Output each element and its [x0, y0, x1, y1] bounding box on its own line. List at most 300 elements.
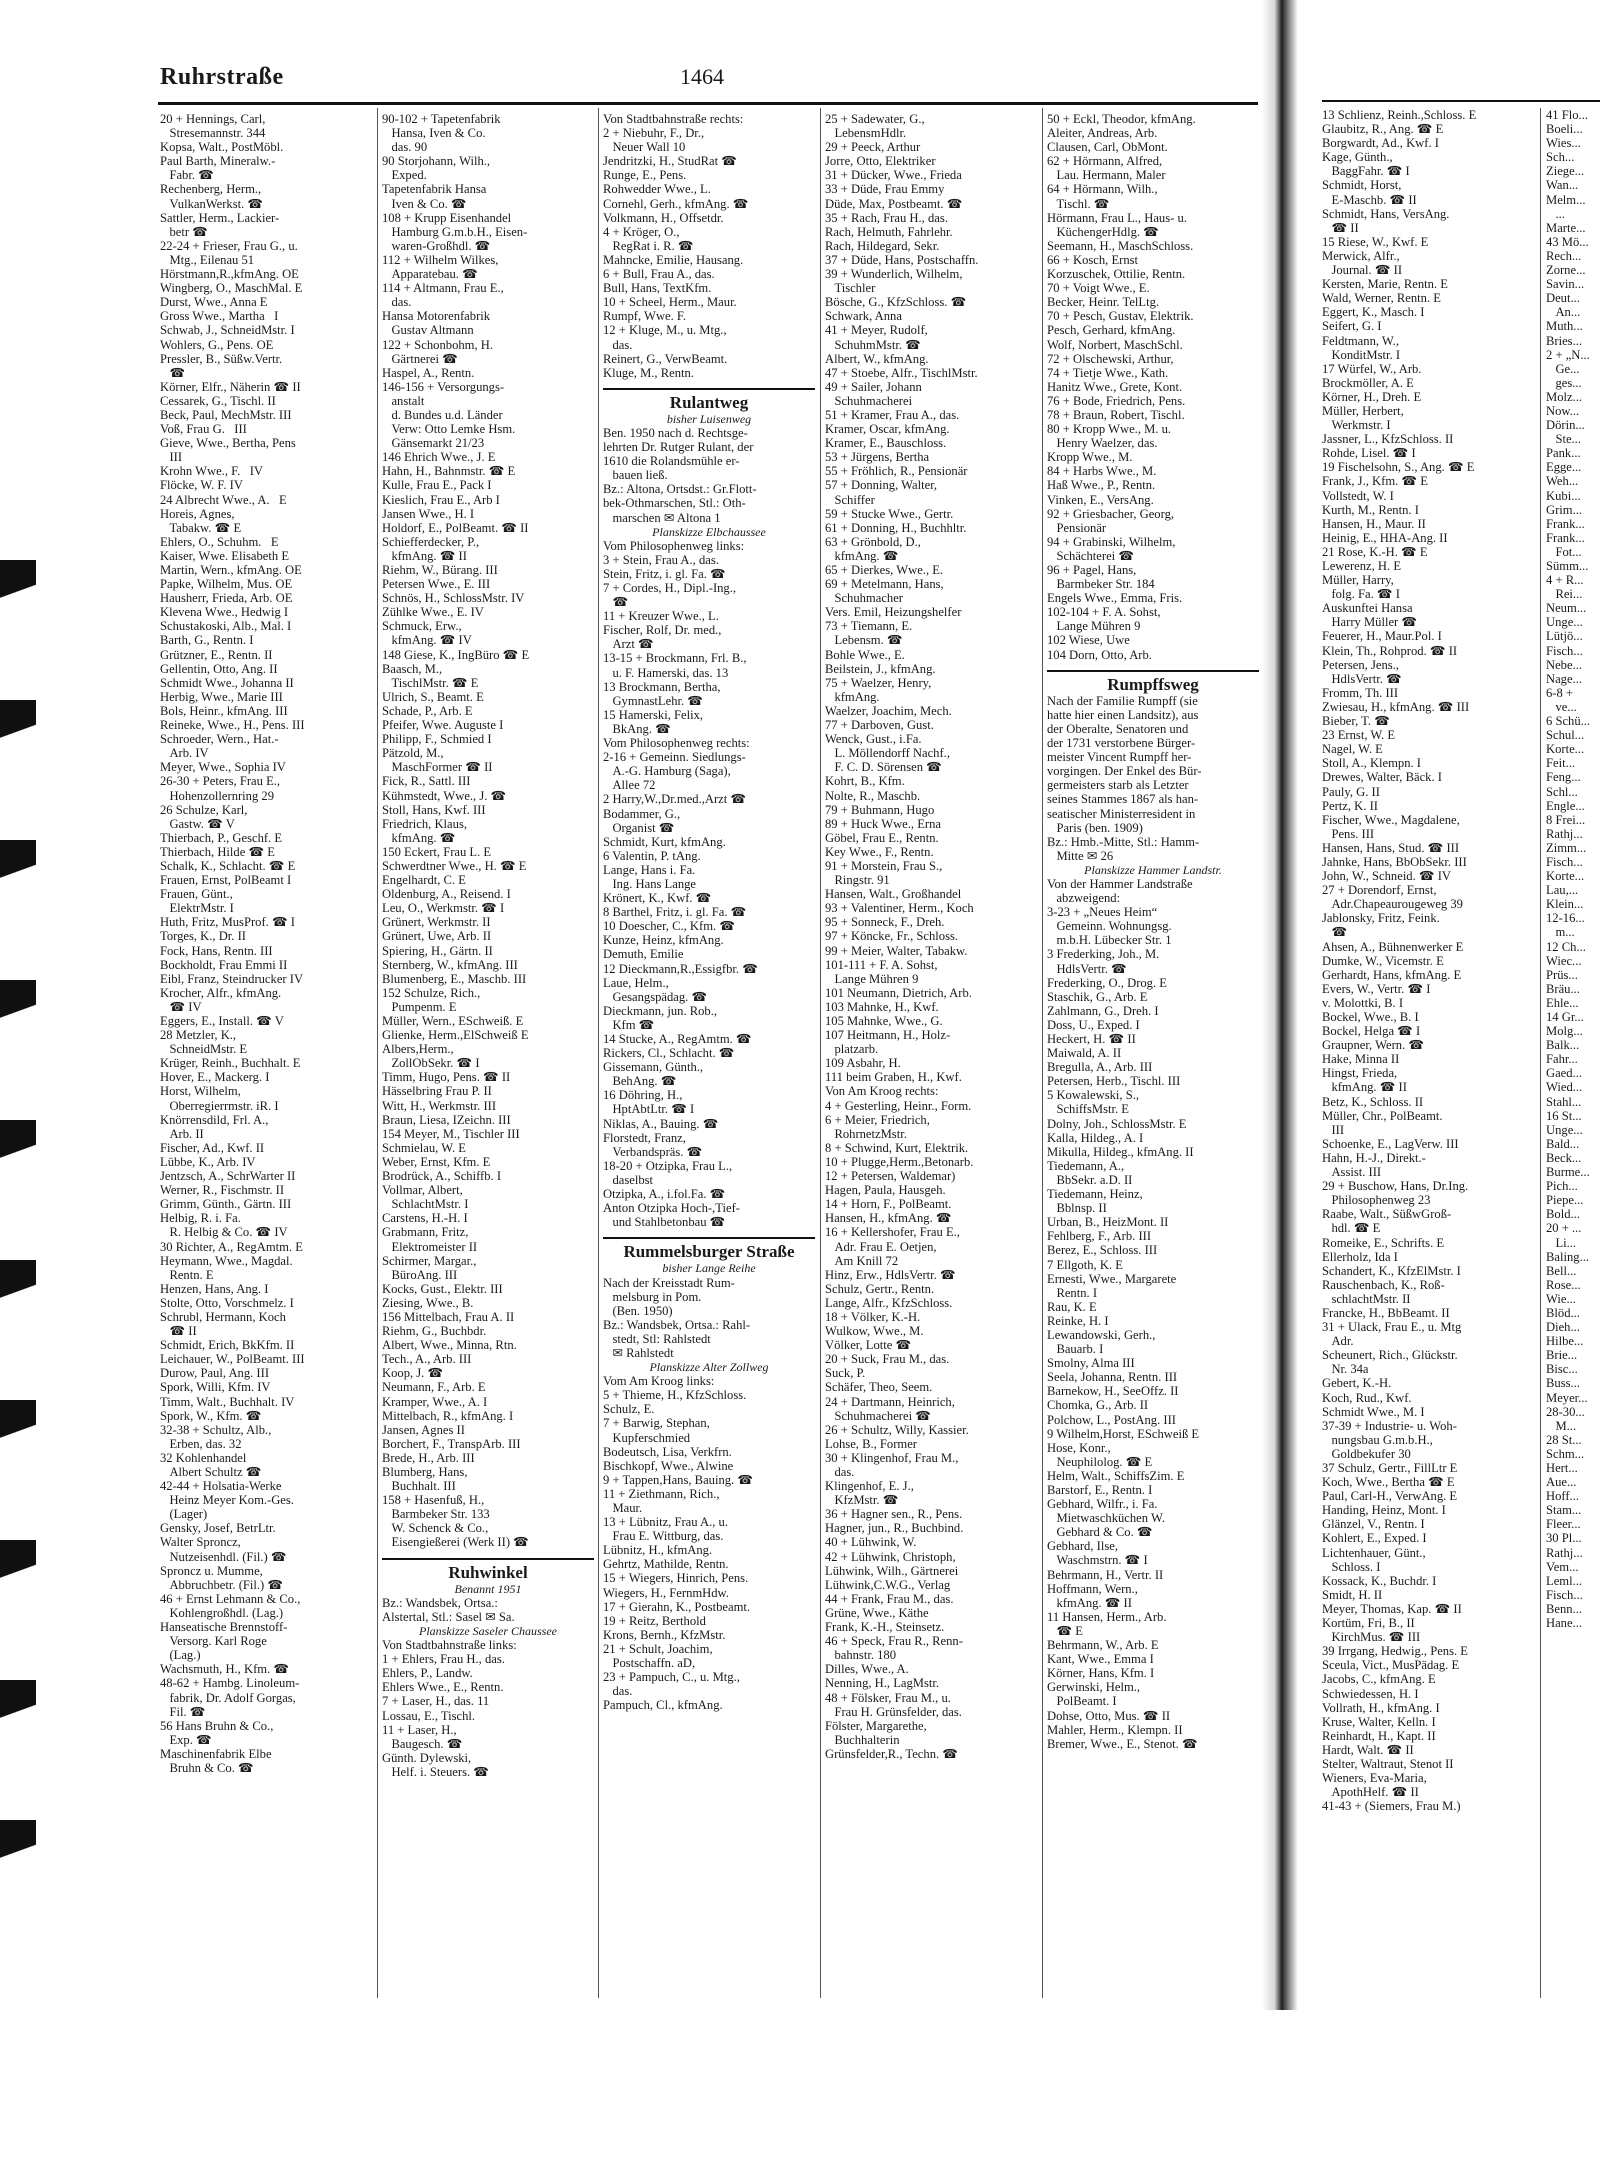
directory-entry: Krocher, Alfr., kfmAng. — [160, 985, 282, 1000]
directory-entry: Heymann, Wwe., Magdal. — [160, 1253, 293, 1268]
directory-entry: 30 Pl... — [1546, 1531, 1582, 1546]
directory-entry: Stoll, Hans, Kwf. III — [382, 802, 486, 817]
directory-entry: 55 + Fröhlich, R., Pensionär — [825, 464, 968, 479]
directory-entry: Bodammer, G., — [603, 806, 681, 821]
street-note: Planskizze Hammer Landstr. — [1084, 862, 1222, 877]
directory-entry: Anton Otzipka Hoch-,Tief- — [603, 1201, 740, 1216]
directory-entry: RegRat i. R. ☎ — [603, 238, 694, 253]
directory-entry: Neumann, F., Arb. E — [382, 1380, 486, 1395]
directory-entry: Chomka, G., Arb. II — [1047, 1398, 1149, 1413]
directory-entry: KfzMstr. ☎ — [825, 1493, 899, 1508]
directory-entry: Mittelbach, R., kfmAng. I — [382, 1408, 514, 1423]
directory-entry: Li... — [1546, 1235, 1577, 1250]
directory-entry: 122 + Schonbohm, H. — [382, 337, 494, 352]
directory-entry: Grünsfelder,R., Techn. ☎ — [825, 1746, 958, 1761]
binding-mark — [0, 1820, 36, 1890]
directory-entry: Vollmar, Albert, — [382, 1183, 463, 1198]
directory-entry: Oldenburg, A., Reisend. I — [382, 887, 511, 902]
directory-entry: Dilles, Wwe., A. — [825, 1662, 909, 1677]
directory-entry: 6 + Meier, Friedrich, — [825, 1112, 930, 1127]
directory-entry: Hansen, Walt., Großhandel — [825, 887, 962, 902]
directory-entry: Reinhardt, H., Kapt. II — [1322, 1728, 1436, 1743]
directory-entry: Grünert, Werkmstr. II — [382, 915, 491, 930]
directory-entry: das. — [603, 337, 633, 352]
directory-entry: 24 Albrecht Wwe., A. E — [160, 492, 287, 507]
directory-entry: Brie... — [1546, 1348, 1578, 1363]
directory-entry: Von Stadtbahnstraße rechts: — [603, 112, 744, 126]
directory-entry: ☎ — [160, 365, 186, 380]
directory-entry: Helf. i. Steuers. ☎ — [382, 1764, 489, 1779]
directory-entry: Maschinenfabrik Elbe — [160, 1746, 272, 1761]
directory-entry: Knörrensdild, Frl. A., — [160, 1112, 269, 1127]
directory-entry: Handing, Heinz, Mont. I — [1322, 1503, 1446, 1518]
directory-entry: Rathj... — [1546, 1545, 1583, 1560]
street-note: bisher Lange Reihe — [662, 1261, 756, 1276]
directory-entry: Benn... — [1546, 1601, 1583, 1616]
street-heading: Rumpffsweg — [1047, 670, 1259, 692]
directory-entry: Smidt, H. II — [1322, 1587, 1383, 1602]
directory-entry: 61 + Donning, H., Buchhltr. — [825, 520, 967, 535]
directory-entry: ☎ E — [1047, 1623, 1083, 1638]
column-divider — [377, 108, 378, 1998]
directory-entry: Auskunftei Hansa — [1322, 601, 1413, 616]
directory-entry: Weber, Ernst, Kfm. E — [382, 1154, 491, 1169]
directory-entry: Frauen, Günt., — [160, 887, 233, 902]
directory-entry: 114 + Altmann, Frau E., — [382, 281, 504, 296]
directory-entry: W. Schenck & Co., — [382, 1521, 489, 1536]
directory-entry: Schulz, E. — [603, 1402, 655, 1417]
directory-entry: Meyer... — [1546, 1390, 1588, 1405]
directory-entry: 30 + Klingenhof, Frau M., — [825, 1450, 959, 1465]
directory-entry: 1 + Ehlers, Frau H., das. — [382, 1652, 505, 1667]
directory-entry: ApothHelf. ☎ II — [1322, 1785, 1419, 1800]
directory-entry: Hanitz Wwe., Grete, Kont. — [1047, 379, 1183, 394]
directory-entry: Egge... — [1546, 460, 1582, 475]
directory-entry: Laue, Helm., — [603, 975, 669, 990]
directory-entry: 46 + Speck, Frau R., Renn- — [825, 1634, 963, 1649]
directory-entry: BüroAng. III — [382, 1267, 458, 1282]
directory-entry: der Oberalte, Senatoren und — [1047, 721, 1189, 736]
directory-entry: Piepe... — [1546, 1193, 1584, 1208]
directory-entry: Jacobs, C., kfmAng. E — [1322, 1672, 1436, 1687]
directory-entry: Unge... — [1546, 1122, 1583, 1137]
directory-entry: Frau E. Wittburg, das. — [603, 1529, 724, 1544]
directory-entry: Nebe... — [1546, 657, 1583, 672]
directory-entry: Fehlberg, F., Arb. III — [1047, 1229, 1152, 1244]
directory-entry: 104 Dorn, Otto, Arb. — [1047, 647, 1152, 662]
directory-entry: Hagner, jun., R., Buchbind. — [825, 1521, 964, 1536]
directory-entry: Lohse, B., Former — [825, 1436, 917, 1451]
directory-entry: Kramper, Wwe., A. I — [382, 1394, 488, 1409]
directory-entry: Kramer, E., Bauschloss. — [825, 436, 947, 451]
directory-entry: Dieckmann, jun. Rob., — [603, 1003, 718, 1018]
directory-entry: Verw: Otto Lemke Hsm. — [382, 422, 516, 437]
directory-entry: Riehm, G., Buchbdr. — [382, 1324, 487, 1339]
directory-entry: Iven & Co. ☎ — [382, 196, 467, 211]
directory-entry: Eibl, Franz, Steindrucker IV — [160, 971, 304, 986]
directory-entry: Albert, Wwe., Minna, Rtn. — [382, 1338, 517, 1353]
directory-entry: Rohde, Lisel. ☎ I — [1322, 446, 1416, 461]
directory-entry: Fahr... — [1546, 1052, 1578, 1067]
directory-entry: Bräu... — [1546, 981, 1580, 996]
directory-entry: 23 + Pampuch, C., u. Mtg., — [603, 1670, 740, 1685]
directory-entry: Hansen, H., kfmAng. ☎ — [825, 1211, 952, 1226]
directory-entry: 2 + Niebuhr, F., Dr., — [603, 126, 705, 141]
directory-entry: Paul Barth, Mineralw.- — [160, 154, 276, 169]
directory-entry: Stein, Fritz, i. gl. Fa. ☎ — [603, 566, 726, 581]
directory-entry: 11 + Ziethmann, Rich., — [603, 1486, 720, 1501]
directory-entry: Otzipka, A., i.fol.Fa. ☎ — [603, 1187, 726, 1202]
directory-entry: 109 Asbahr, H. — [825, 1056, 901, 1071]
directory-entry: Sch... — [1546, 150, 1575, 165]
directory-entry: Hörstmann,R.,kfmAng. OE — [160, 267, 299, 282]
directory-entry: Arb. IV — [160, 746, 209, 761]
directory-entry: Reinert, G., VerwBeamt. — [603, 351, 728, 366]
directory-entry: Apparatebau. ☎ — [382, 267, 478, 282]
directory-entry: Jablonsky, Fritz, Feink. — [1322, 911, 1440, 926]
directory-entry: kfmAng. — [825, 689, 880, 704]
directory-entry: Marte... — [1546, 220, 1586, 235]
directory-entry: Jassner, L., KfzSchloss. II — [1322, 432, 1454, 447]
running-head: Ruhrstraße — [160, 64, 284, 90]
directory-entry: Seemann, H., MaschSchloss. — [1047, 238, 1194, 253]
directory-entry: lehrten Dr. Rutger Rulant, der — [603, 440, 754, 455]
directory-entry: stedt, Stl: Rahlstedt — [603, 1331, 711, 1346]
directory-entry: Bries... — [1546, 333, 1583, 348]
directory-entry: Kohrt, B., Kfm. — [825, 774, 905, 789]
directory-entry: BehAng. ☎ — [603, 1074, 677, 1089]
directory-entry: Eisengießerei (Werk II) ☎ — [382, 1535, 529, 1550]
directory-entry: kfmAng. ☎ II — [1322, 1080, 1407, 1095]
directory-entry: F. C. D. Sörensen ☎ — [825, 760, 942, 775]
directory-entry: Lühwink, Wilh., Gärtnerei — [825, 1563, 959, 1578]
directory-entry: Hake, Minna II — [1322, 1052, 1400, 1067]
directory-entry: Melm... — [1546, 192, 1586, 207]
directory-entry: Jahnke, Hans, BbObSekr. III — [1322, 854, 1467, 869]
directory-entry: 95 + Sonneck, F., Dreh. — [825, 915, 945, 930]
directory-entry: Engelhardt, C. E — [382, 873, 466, 888]
directory-entry: kfmAng. ☎ II — [382, 548, 467, 563]
directory-entry: Baasch, M., — [382, 661, 443, 676]
directory-entry: Drewes, Walter, Bäck. I — [1322, 770, 1442, 785]
directory-entry: Kopsa, Walt., PostMöbl. — [160, 140, 284, 155]
directory-entry: Oberregierrmstr. iR. I — [160, 1098, 279, 1113]
directory-entry: 44 + Frank, Frau M., das. — [825, 1591, 954, 1606]
street-note: Benannt 1951 — [454, 1581, 522, 1596]
directory-entry: Organist ☎ — [603, 820, 675, 835]
directory-entry: Schmidt, Erich, BkKfm. II — [160, 1338, 295, 1353]
directory-entry: Seifert, G. I — [1322, 319, 1382, 334]
directory-entry: Bell... — [1546, 1263, 1577, 1278]
directory-entry: Philipp, F., Schmied I — [382, 732, 492, 747]
directory-entry: Albert Schultz ☎ — [160, 1465, 262, 1479]
page-number: 1464 — [680, 64, 724, 89]
directory-entry: Wenck, Gust., i.Fa. — [825, 732, 922, 747]
directory-entry: Koch, Rud., Kwf. — [1322, 1390, 1412, 1405]
directory-entry: Buchhalt. III — [382, 1479, 456, 1494]
directory-entry: abzweigend: — [1047, 891, 1121, 906]
directory-entry: 20 + ... — [1546, 1221, 1582, 1236]
directory-entry: Heinig, E., HHA-Ang. II — [1322, 530, 1448, 545]
directory-entry: Brede, H., Arb. III — [382, 1450, 475, 1465]
directory-entry: Wohlers, G., Pens. OE — [160, 337, 274, 352]
directory-entry: 31 + Ulack, Frau E., u. Mtg — [1322, 1320, 1462, 1335]
directory-entry: Grützner, E., Rentn. II — [160, 647, 273, 662]
directory-entry: Pensionär — [1047, 520, 1107, 535]
directory-entry: Bauarb. I — [1047, 1342, 1104, 1357]
directory-entry: Schächterei ☎ — [1047, 548, 1135, 563]
directory-entry: Postschaffn. aD, — [603, 1656, 696, 1671]
directory-entry: Dörin... — [1546, 418, 1585, 433]
directory-entry: Raabe, Walt., SüßwGroß- — [1322, 1207, 1452, 1222]
directory-entry: Ernesti, Wwe., Margarete — [1047, 1271, 1177, 1286]
directory-entry: Albers,Herm., — [382, 1042, 454, 1057]
directory-entry: 9 Wilhelm,Horst, ESchweiß E — [1047, 1426, 1200, 1441]
directory-entry: Schade, P., Arb. E — [382, 703, 473, 718]
directory-entry: Spiering, H., Gärtn. II — [382, 943, 493, 958]
directory-entry: Gebhard, Wilfr., i. Fa. — [1047, 1497, 1158, 1512]
directory-entry: 111 beim Graben, H., Kwf. — [825, 1070, 962, 1085]
directory-entry: Kfm ☎ — [603, 1017, 655, 1032]
directory-entry: Cessarek, G., Tischl. II — [160, 393, 276, 408]
street-note: Planskizze Alter Zollweg — [649, 1360, 769, 1375]
directory-entry: 89 + Huck Wwe., Erna — [825, 816, 941, 831]
directory-entry: Beck... — [1546, 1150, 1582, 1165]
directory-entry: Werner, R., Fischmstr. II — [160, 1183, 285, 1198]
directory-entry: 65 + Dierkes, Wwe., E. — [825, 563, 944, 577]
directory-entry: Fischer, Ad., Kwf. II — [160, 1140, 265, 1155]
directory-entry: 41 + Meyer, Rudolf, — [825, 323, 928, 338]
street-heading: Rummelsburger Straße — [603, 1237, 815, 1259]
directory-entry: 42-44 + Holsatia-Werke — [160, 1479, 282, 1494]
directory-entry: 4 + R... — [1546, 573, 1584, 588]
street-note: Planskizze Elbchaussee — [652, 524, 766, 539]
directory-entry: Henzen, Hans, Ang. I — [160, 1281, 269, 1296]
directory-entry: 8 Barthel, Fritz, i. gl. Fa. ☎ — [603, 905, 747, 920]
directory-entry: Baugesch. ☎ — [382, 1736, 463, 1751]
directory-entry: 48 + Fölsker, Frau M., u. — [825, 1690, 951, 1705]
directory-entry: Key Wwe., F., Rentn. — [825, 844, 934, 859]
directory-entry: L. Möllendorff Nachf., — [825, 746, 950, 761]
directory-entry: Bull, Hans, TextKfm. — [603, 281, 712, 296]
directory-entry: Muth... — [1546, 319, 1583, 334]
directory-entry: Leml... — [1546, 1573, 1583, 1588]
directory-entry: Gehrtz, Mathilde, Rentn. — [603, 1557, 729, 1572]
directory-entry: Dieh... — [1546, 1320, 1580, 1335]
directory-entry: Jansen, Agnes II — [382, 1422, 465, 1437]
directory-entry: ☎ — [603, 595, 629, 610]
directory-entry: ElektrMstr. I — [160, 901, 234, 916]
directory-entry: Clausen, Carl, ObMont. — [1047, 140, 1168, 155]
directory-entry: Huth, Fritz, MusProf. ☎ I — [160, 915, 295, 930]
directory-entry: Rei... — [1546, 587, 1583, 602]
directory-entry: 6 Schü... — [1546, 714, 1591, 729]
directory-entry: Zwiesau, H., kfmAng. ☎ III — [1322, 699, 1470, 714]
directory-column-1 — [160, 112, 372, 2002]
directory-entry: Ahsen, A., Bühnenwerker E — [1322, 939, 1464, 954]
directory-entry: 26-30 + Peters, Frau E., — [160, 774, 281, 789]
directory-entry: 69 + Metelmann, Hans, — [825, 577, 944, 592]
directory-entry: SchuhmMstr. ☎ — [825, 337, 921, 352]
directory-entry: Neum... — [1546, 601, 1587, 616]
directory-entry: betr ☎ — [160, 224, 208, 239]
directory-entry: BaggFahr. ☎ I — [1322, 164, 1410, 179]
directory-entry: Blumenberg, E., Maschb. III — [382, 971, 527, 986]
directory-entry: Spork, W., Kfm. ☎ — [160, 1408, 262, 1423]
directory-entry: Francke, H., BbBeamt. II — [1322, 1305, 1450, 1320]
directory-entry: Holdorf, E., PolBeamt. ☎ II — [382, 520, 529, 535]
directory-entry: Vollstedt, W. I — [1322, 488, 1394, 503]
directory-entry: Schalk, K., Schlacht. ☎ E — [160, 858, 296, 873]
directory-entry: Frank, J., Kfm. ☎ E — [1322, 474, 1428, 489]
street-note: bisher Luisenweg — [666, 411, 752, 426]
directory-entry: Petersen, Herb., Tischl. III — [1047, 1074, 1181, 1089]
directory-entry: 40 + Lühwink, W. — [825, 1535, 917, 1550]
directory-entry: Carstens, H.-H. I — [382, 1211, 468, 1226]
directory-entry: Gastw. ☎ V — [160, 816, 235, 831]
directory-entry: Scheunert, Rich., Glückstr. — [1322, 1348, 1458, 1363]
directory-entry: Beilstein, J., kfmAng. — [825, 661, 936, 676]
directory-entry: Schustakoski, Alb., Mal. I — [160, 619, 292, 634]
directory-entry: Abbruchbetr. (Fil.) ☎ — [160, 1577, 284, 1592]
directory-entry: Heckert, H. ☎ II — [1047, 1032, 1136, 1046]
directory-entry: 8 + Schwind, Kurt, Elektrik. — [825, 1140, 969, 1155]
directory-entry: Barstorf, E., Rentn. I — [1047, 1483, 1153, 1497]
directory-entry: Zimm... — [1546, 840, 1587, 855]
directory-entry: Bols, Heinr., kfmAng. III — [160, 703, 288, 718]
directory-entry: Kubi... — [1546, 488, 1581, 503]
directory-entry: Körner, Hans, Kfm. I — [1047, 1666, 1155, 1681]
directory-entry: Lange Mühren 9 — [1047, 619, 1141, 634]
directory-entry: bahnstr. 180 — [825, 1648, 897, 1663]
directory-entry: Vollrath, H., kfmAng. I — [1322, 1700, 1440, 1715]
directory-entry: Günth. Dylewski, — [382, 1750, 472, 1765]
directory-entry: Helm, Walt., SchiffsZim. E — [1047, 1468, 1185, 1483]
directory-entry: Doss, U., Exped. I — [1047, 1017, 1140, 1032]
directory-entry: 25 + Sadewater, G., — [825, 112, 925, 126]
directory-entry: Rau, K. E — [1047, 1299, 1097, 1314]
directory-entry: 22-24 + Frieser, Frau G., u. — [160, 238, 298, 253]
directory-entry: 3 Frederking, Joh., M. — [1047, 947, 1160, 962]
directory-entry: Rentn. E — [160, 1267, 214, 1282]
directory-entry: Rach, Hildegard, Sekr. — [825, 238, 940, 253]
directory-entry: kfmAng. ☎ II — [1047, 1595, 1132, 1610]
directory-entry: Rose... — [1546, 1277, 1581, 1292]
directory-entry: Krons, Bernh., KfzMstr. — [603, 1627, 726, 1642]
directory-entry: 154 Meyer, M., Tischler III — [382, 1126, 520, 1141]
directory-entry: Witt, H., Werkmstr. III — [382, 1098, 497, 1113]
directory-entry: Wiec... — [1546, 953, 1582, 968]
directory-entry: 102 Wiese, Uwe — [1047, 633, 1130, 648]
directory-entry: Timm, Hugo, Pens. ☎ II — [382, 1070, 511, 1085]
directory-entry: Bodeutsch, Lisa, Verkfrn. — [603, 1444, 732, 1459]
directory-entry: Frederking, O., Drog. E — [1047, 975, 1167, 990]
directory-entry: Staschik, G., Arb. E — [1047, 989, 1148, 1004]
directory-entry: Schuhmacherei — [825, 393, 913, 408]
directory-entry: Paris (ben. 1909) — [1047, 820, 1143, 835]
directory-entry: 84 + Harbs Wwe., M. — [1047, 464, 1157, 479]
directory-entry: Schoenke, E., LagVerw. III — [1322, 1136, 1459, 1151]
directory-entry: Haß Wwe., P., Rentn. — [1047, 478, 1156, 493]
directory-entry: Eggers, E., Install. ☎ V — [160, 1014, 284, 1028]
directory-entry: Schmielau, W. E — [382, 1140, 466, 1155]
directory-entry: Leichauer, W., PolBeamt. III — [160, 1352, 305, 1367]
directory-entry: Bremer, Wwe., E., Stenot. ☎ — [1047, 1736, 1198, 1751]
directory-entry: Klevena Wwe., Hedwig I — [160, 605, 289, 620]
street-heading: Rulantweg — [603, 388, 815, 410]
directory-entry: Spork, Willi, Kfm. IV — [160, 1380, 271, 1395]
directory-entry: Hane... — [1546, 1616, 1583, 1631]
directory-entry: Hansen, H., Maur. II — [1322, 516, 1426, 531]
directory-entry: Ge... — [1546, 361, 1580, 376]
directory-entry: Kohlert, E., Exped. I — [1322, 1531, 1427, 1546]
column-divider — [820, 108, 821, 1998]
directory-entry: 12 + Kluge, M., u. Mtg., — [603, 323, 727, 338]
directory-entry: Hingst, Frieda, — [1322, 1066, 1398, 1081]
directory-entry: meister Vincent Rumpff her- — [1047, 750, 1192, 765]
directory-entry: 28-30... — [1546, 1404, 1585, 1419]
directory-entry: Wieners, Eva-Maria, — [1322, 1771, 1427, 1786]
directory-entry: 16 St... — [1546, 1108, 1582, 1123]
directory-entry: Florstedt, Franz, — [603, 1130, 686, 1145]
directory-entry: Brockmöller, A. E — [1322, 375, 1414, 390]
directory-entry: HptAbtLtr. ☎ I — [603, 1102, 695, 1117]
directory-entry: Reinke, H. I — [1047, 1313, 1109, 1328]
directory-entry: Nenning, H., LagMstr. — [825, 1676, 940, 1691]
directory-entry: Kalla, Hildeg., A. I — [1047, 1130, 1144, 1145]
directory-entry: Hinz, Erw., HdlsVertr. ☎ — [825, 1267, 956, 1282]
directory-entry: Arzt ☎ — [603, 637, 654, 652]
directory-entry: 91 + Morstein, Frau S., — [825, 858, 943, 873]
binding-mark — [0, 980, 36, 1050]
directory-entry: 70 + Voigt Wwe., E. — [1047, 281, 1150, 296]
directory-entry: 20 + Hennings, Carl, — [160, 112, 266, 126]
directory-entry: 2 + „N... — [1546, 347, 1590, 362]
directory-entry: Mahler, Herm., Klempn. II — [1047, 1722, 1183, 1737]
directory-entry: Zahlmann, G., Dreh. I — [1047, 1003, 1159, 1018]
directory-entry: Unge... — [1546, 615, 1583, 630]
directory-entry: Müller, Herbert, — [1322, 403, 1404, 418]
directory-entry: Schwark, Anna — [825, 309, 902, 324]
directory-entry: ☎ IV — [160, 999, 202, 1014]
directory-entry: Schiefferdecker, P., — [382, 534, 480, 549]
directory-entry: 3 + Stein, Frau A., das. — [603, 552, 719, 567]
directory-entry: Stam... — [1546, 1503, 1582, 1518]
directory-entry: 13 + Lübnitz, Frau A., u. — [603, 1515, 728, 1530]
directory-entry: Arb. II — [160, 1126, 204, 1141]
directory-entry: Verbandspräs. ☎ — [603, 1144, 703, 1159]
directory-entry: Am Knill 72 — [825, 1253, 899, 1268]
directory-entry: Ziege... — [1546, 164, 1585, 179]
directory-entry: 18 + Völker, K.-H. — [825, 1309, 921, 1324]
directory-entry: Smolny, Alma III — [1047, 1356, 1135, 1371]
directory-entry: 105 Mahnke, Wwe., G. — [825, 1014, 943, 1028]
directory-entry: 7 + Barwig, Stephan, — [603, 1416, 710, 1431]
directory-entry: 26 Schulze, Karl, — [160, 802, 248, 817]
directory-entry: Sproncz u. Mumme, — [160, 1563, 263, 1578]
directory-entry: 96 + Pagel, Hans, — [1047, 563, 1137, 577]
directory-entry: Krüger, Reinh., Buchhalt. E — [160, 1056, 301, 1071]
directory-entry: III — [1322, 1122, 1345, 1137]
directory-entry: Gerhardt, Hans, kfmAng. E — [1322, 967, 1462, 982]
directory-entry: Rach, Helmuth, Fahrlehr. — [825, 224, 953, 239]
directory-entry: Pfeifer, Wwe. Auguste I — [382, 718, 504, 733]
directory-entry: Korte... — [1546, 869, 1585, 884]
directory-column-5 — [1047, 112, 1259, 2002]
directory-entry: 78 + Braun, Robert, Tischl. — [1047, 407, 1185, 422]
directory-entry: PolBeamt. I — [1047, 1694, 1117, 1709]
directory-entry: Tiedemann, A., — [1047, 1158, 1125, 1173]
